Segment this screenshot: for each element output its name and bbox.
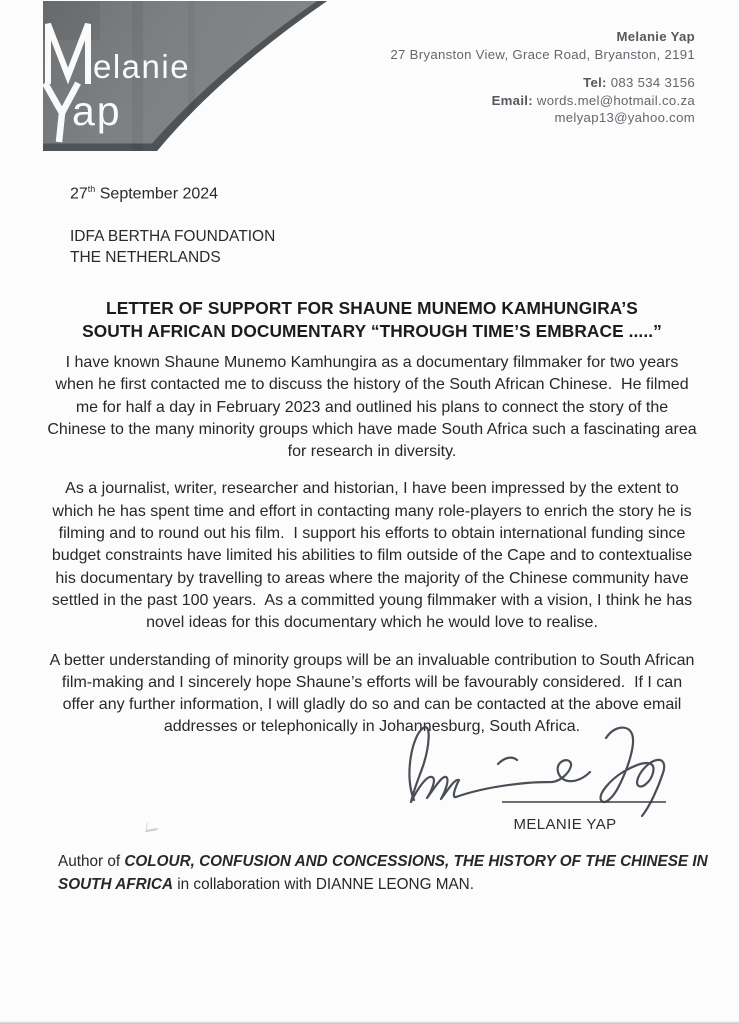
letter-date bbox=[70, 184, 218, 203]
recipient-address bbox=[70, 226, 275, 268]
author-note bbox=[58, 851, 710, 896]
email-address-1: words.mel@hotmail.co.za bbox=[536, 92, 695, 108]
contact-email-2: melyap13@yahoo.com bbox=[554, 110, 695, 125]
contact-name: Melanie Yap bbox=[616, 29, 695, 44]
paragraph-2: As a journalist, writer, researcher and historian, I have been impressed by the extent to which he has spent time and effort in contacting many role-players to enrich the story he is filming and to round out his film. I support his efforts to obtain international funding since budget constraints have limited his abilities to film outside of the Cape and to contextualise his documentary by travelling to areas where the majority of the Chinese community have settled in the past 100 years. As a committed young filmmaker with a vision, I think he has novel ideas for this documentary which he would love to realise. bbox=[51, 480, 697, 632]
scan-artifact bbox=[145, 821, 158, 832]
logo-last-name: ap bbox=[72, 88, 122, 134]
subject-line-2: SOUTH AFRICAN DOCUMENTARY “THROUGH TIME’S EMBRACE .....” bbox=[82, 320, 662, 341]
tel-label: Tel: bbox=[583, 75, 607, 90]
tel-number: 083 534 3156 bbox=[610, 75, 695, 90]
logo-first-name: elanie bbox=[93, 48, 191, 85]
paragraph-1: I have known Shaune Munemo Kamhungira as a documentary filmmaker for two years when he first contacted me to discuss the history of the South African Chinese. He filmed me for half a day in February 2023 and outlined his plans to connect the story of the Chinese to the many minority groups which have made South Africa such a fascinating area for research in diversity. bbox=[47, 354, 702, 461]
letter-subject bbox=[44, 297, 700, 342]
paragraph-3: A better understanding of minority groups will be an invaluable contribution to South African film-making and I sincerely hope Shaune’s efforts will be favourably considered. If I can offer any further information, I will gladly do so and can be contacted at the above email addresses or telephonically in Johannesburg, South Africa. bbox=[49, 651, 699, 736]
email-label: Email: bbox=[491, 92, 533, 108]
signatory-name: MELANIE YAP bbox=[513, 816, 617, 833]
letter-body bbox=[47, 352, 702, 754]
contact-address: 27 Bryanston View, Grace Road, Bryanston, 2191 bbox=[390, 46, 695, 62]
date-ordinal: th bbox=[87, 184, 96, 194]
letterhead-contact bbox=[390, 28, 695, 127]
author-note-prefix: Author of bbox=[58, 853, 125, 870]
spacer bbox=[390, 63, 695, 74]
recipient-line-2: THE NETHERLANDS bbox=[70, 249, 221, 266]
recipient-line-1: IDFA BERTHA FOUNDATION bbox=[70, 228, 276, 245]
contact-tel bbox=[390, 74, 695, 92]
date-day: 27 bbox=[70, 185, 88, 203]
author-note-suffix: in collaboration with DIANNE LEONG MAN. bbox=[173, 875, 474, 893]
contact-email-1 bbox=[390, 92, 695, 110]
subject-line-1: LETTER OF SUPPORT FOR SHAUNE MUNEMO KAMHUNGIRA’S bbox=[106, 298, 638, 318]
signature-scribble bbox=[398, 712, 698, 817]
date-rest: September 2024 bbox=[95, 185, 219, 203]
book-title: COLOUR, CONFUSION AND CONCESSIONS, THE HISTORY OF THE CHINESE IN SOUTH AFRICA bbox=[58, 853, 708, 893]
melanie-yap-logo bbox=[40, 0, 335, 156]
